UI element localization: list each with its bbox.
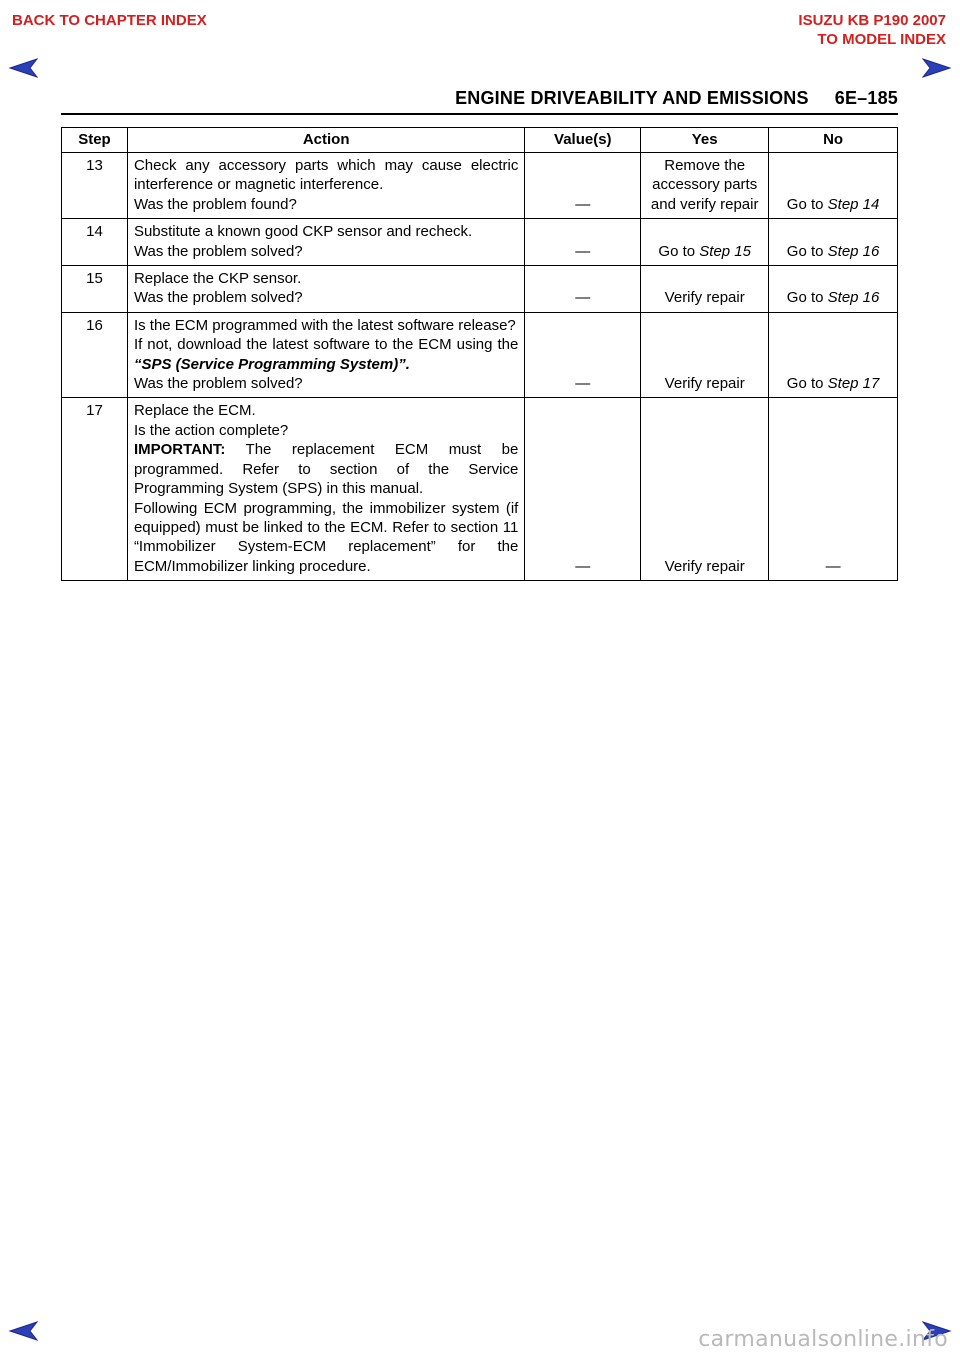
- no-cell: [769, 219, 898, 266]
- action-question: Was the problem solved?: [133, 242, 303, 260]
- table-row: [62, 266, 898, 313]
- action-text: Following ECM programming, the immobilizer system (if equipped) must be linked to the ECM. Refer to section 11 “Immobilizer System-ECM replacement” for the ECM/Immobilizer linking procedure.: [133, 499, 519, 575]
- step-number: 15: [62, 266, 128, 313]
- step-number: 17: [62, 398, 128, 581]
- header-rule: [61, 113, 898, 115]
- value-cell: —: [525, 219, 641, 266]
- action-text: Substitute a known good CKP sensor and recheck.: [133, 223, 473, 241]
- no-prefix: Go to: [786, 242, 828, 260]
- step-number: 13: [62, 153, 128, 219]
- action-cell: [127, 312, 524, 398]
- step-reference: Step 17: [827, 375, 880, 393]
- yes-text: and verify repair: [650, 195, 759, 213]
- yes-cell: [641, 153, 769, 219]
- value-cell: —: [525, 312, 641, 398]
- action-question: Is the action complete?: [133, 421, 289, 439]
- action-text: Replace the CKP sensor.: [133, 270, 302, 288]
- action-text: Is the ECM programmed with the latest software release?: [133, 316, 516, 334]
- back-to-chapter-index-link[interactable]: BACK TO CHAPTER INDEX: [12, 12, 207, 29]
- watermark: carmanualsonline.info: [698, 1327, 948, 1352]
- sps-reference: “SPS (Service Programming System)”.: [133, 355, 410, 373]
- step-reference: Step 16: [827, 242, 880, 260]
- no-prefix: Go to: [786, 195, 828, 213]
- previous-page-arrow-icon[interactable]: [8, 1320, 38, 1342]
- table-row: [62, 398, 898, 581]
- step-number: 14: [62, 219, 128, 266]
- no-prefix: Go to: [786, 289, 828, 307]
- yes-prefix: Go to: [658, 242, 700, 260]
- no-cell: [769, 312, 898, 398]
- no-cell: [769, 153, 898, 219]
- step-reference: Step 16: [827, 289, 880, 307]
- no-cell: —: [769, 398, 898, 581]
- column-header-action: Action: [127, 128, 524, 153]
- yes-cell: Verify repair: [641, 266, 769, 313]
- column-header-no: No: [769, 128, 898, 153]
- value-cell: —: [525, 398, 641, 581]
- important-note: [134, 440, 518, 498]
- step-number: 16: [62, 312, 128, 398]
- value-cell: —: [525, 266, 641, 313]
- step-reference: Step 15: [699, 242, 751, 260]
- model-title-link[interactable]: ISUZU KB P190 2007: [798, 12, 946, 29]
- column-header-step: Step: [62, 128, 128, 153]
- table-row: [62, 312, 898, 398]
- section-title: ENGINE DRIVEABILITY AND EMISSIONS: [455, 88, 809, 108]
- previous-page-arrow-icon[interactable]: [8, 57, 38, 79]
- no-cell: [769, 266, 898, 313]
- action-cell: [127, 398, 524, 581]
- action-question: Was the problem solved?: [133, 375, 303, 393]
- action-cell: [127, 153, 524, 219]
- table-row: [62, 219, 898, 266]
- yes-cell: Verify repair: [641, 312, 769, 398]
- table-header-row: [62, 128, 898, 153]
- step-reference: Step 14: [827, 195, 880, 213]
- column-header-yes: Yes: [641, 128, 769, 153]
- yes-cell: [641, 219, 769, 266]
- action-text: Replace the ECM.: [133, 402, 256, 420]
- action-text: [134, 335, 518, 374]
- table-row: [62, 153, 898, 219]
- column-header-values: Value(s): [525, 128, 641, 153]
- value-cell: —: [525, 153, 641, 219]
- to-model-index-link[interactable]: TO MODEL INDEX: [817, 31, 946, 48]
- action-cell: [127, 266, 524, 313]
- page-number: 6E–185: [834, 88, 898, 108]
- action-text-part: If not, download the latest software to the ECM using the: [133, 336, 519, 354]
- action-text: Check any accessory parts which may cause electric interference or magnetic interference.: [133, 157, 519, 194]
- important-text: The replacement ECM must be programmed. Refer to section of the Service Programming System (SPS) in this manual.: [133, 441, 519, 498]
- action-cell: [127, 219, 524, 266]
- diagnostic-table: [61, 127, 898, 581]
- next-page-arrow-icon[interactable]: [922, 57, 952, 79]
- yes-cell: Verify repair: [641, 398, 769, 581]
- no-prefix: Go to: [786, 375, 828, 393]
- page-header: [455, 88, 898, 109]
- yes-text: Remove the: [664, 157, 746, 174]
- yes-text: accessory parts: [652, 176, 758, 194]
- action-question: Was the problem found?: [133, 195, 297, 213]
- important-label: IMPORTANT:: [133, 441, 226, 459]
- action-question: Was the problem solved?: [133, 289, 303, 307]
